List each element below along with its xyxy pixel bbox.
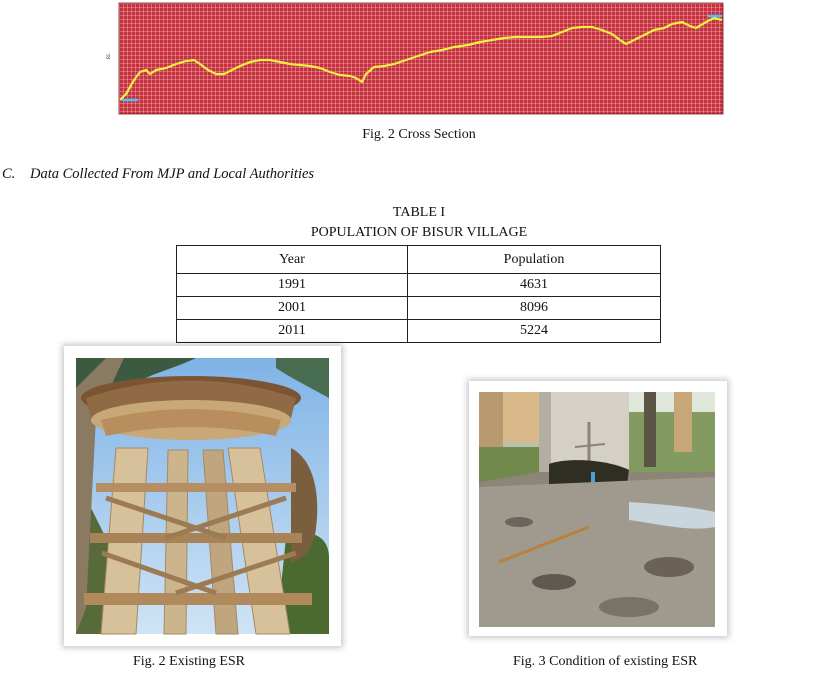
table-header-row — [177, 246, 661, 274]
cell-year: 2011 — [177, 320, 408, 343]
section-heading — [2, 166, 314, 183]
condition-photo-caption: Fig. 3 Condition of existing ESR — [513, 654, 698, 669]
table-row — [177, 297, 661, 320]
cell-population: 8096 — [408, 297, 661, 320]
esr-photo — [76, 358, 329, 634]
condition-photo — [479, 392, 715, 627]
cell-population: 5224 — [408, 320, 661, 343]
column-header-year: Year — [177, 246, 408, 274]
cell-year: 1991 — [177, 274, 408, 297]
cell-year: 2001 — [177, 297, 408, 320]
section-title: Data Collected From MJP and Local Authorities — [30, 166, 315, 182]
condition-photo-frame — [469, 381, 727, 636]
esr-photo-caption: Fig. 2 Existing ESR — [133, 654, 246, 669]
table-title: POPULATION OF BISUR VILLAGE — [310, 225, 528, 240]
cell-population: 4631 — [408, 274, 661, 297]
esr-photo-frame — [64, 346, 341, 646]
cross-section-caption: Fig. 2 Cross Section — [362, 127, 476, 142]
section-label: C. — [2, 166, 16, 182]
y-axis-label: RL — [107, 52, 112, 60]
population-table — [176, 245, 661, 343]
table-row — [177, 320, 661, 343]
table-number: TABLE I — [392, 205, 446, 220]
column-header-population: Population — [408, 246, 661, 274]
table-row — [177, 274, 661, 297]
cross-section-plot — [107, 0, 724, 116]
cross-section-grid — [119, 3, 723, 114]
